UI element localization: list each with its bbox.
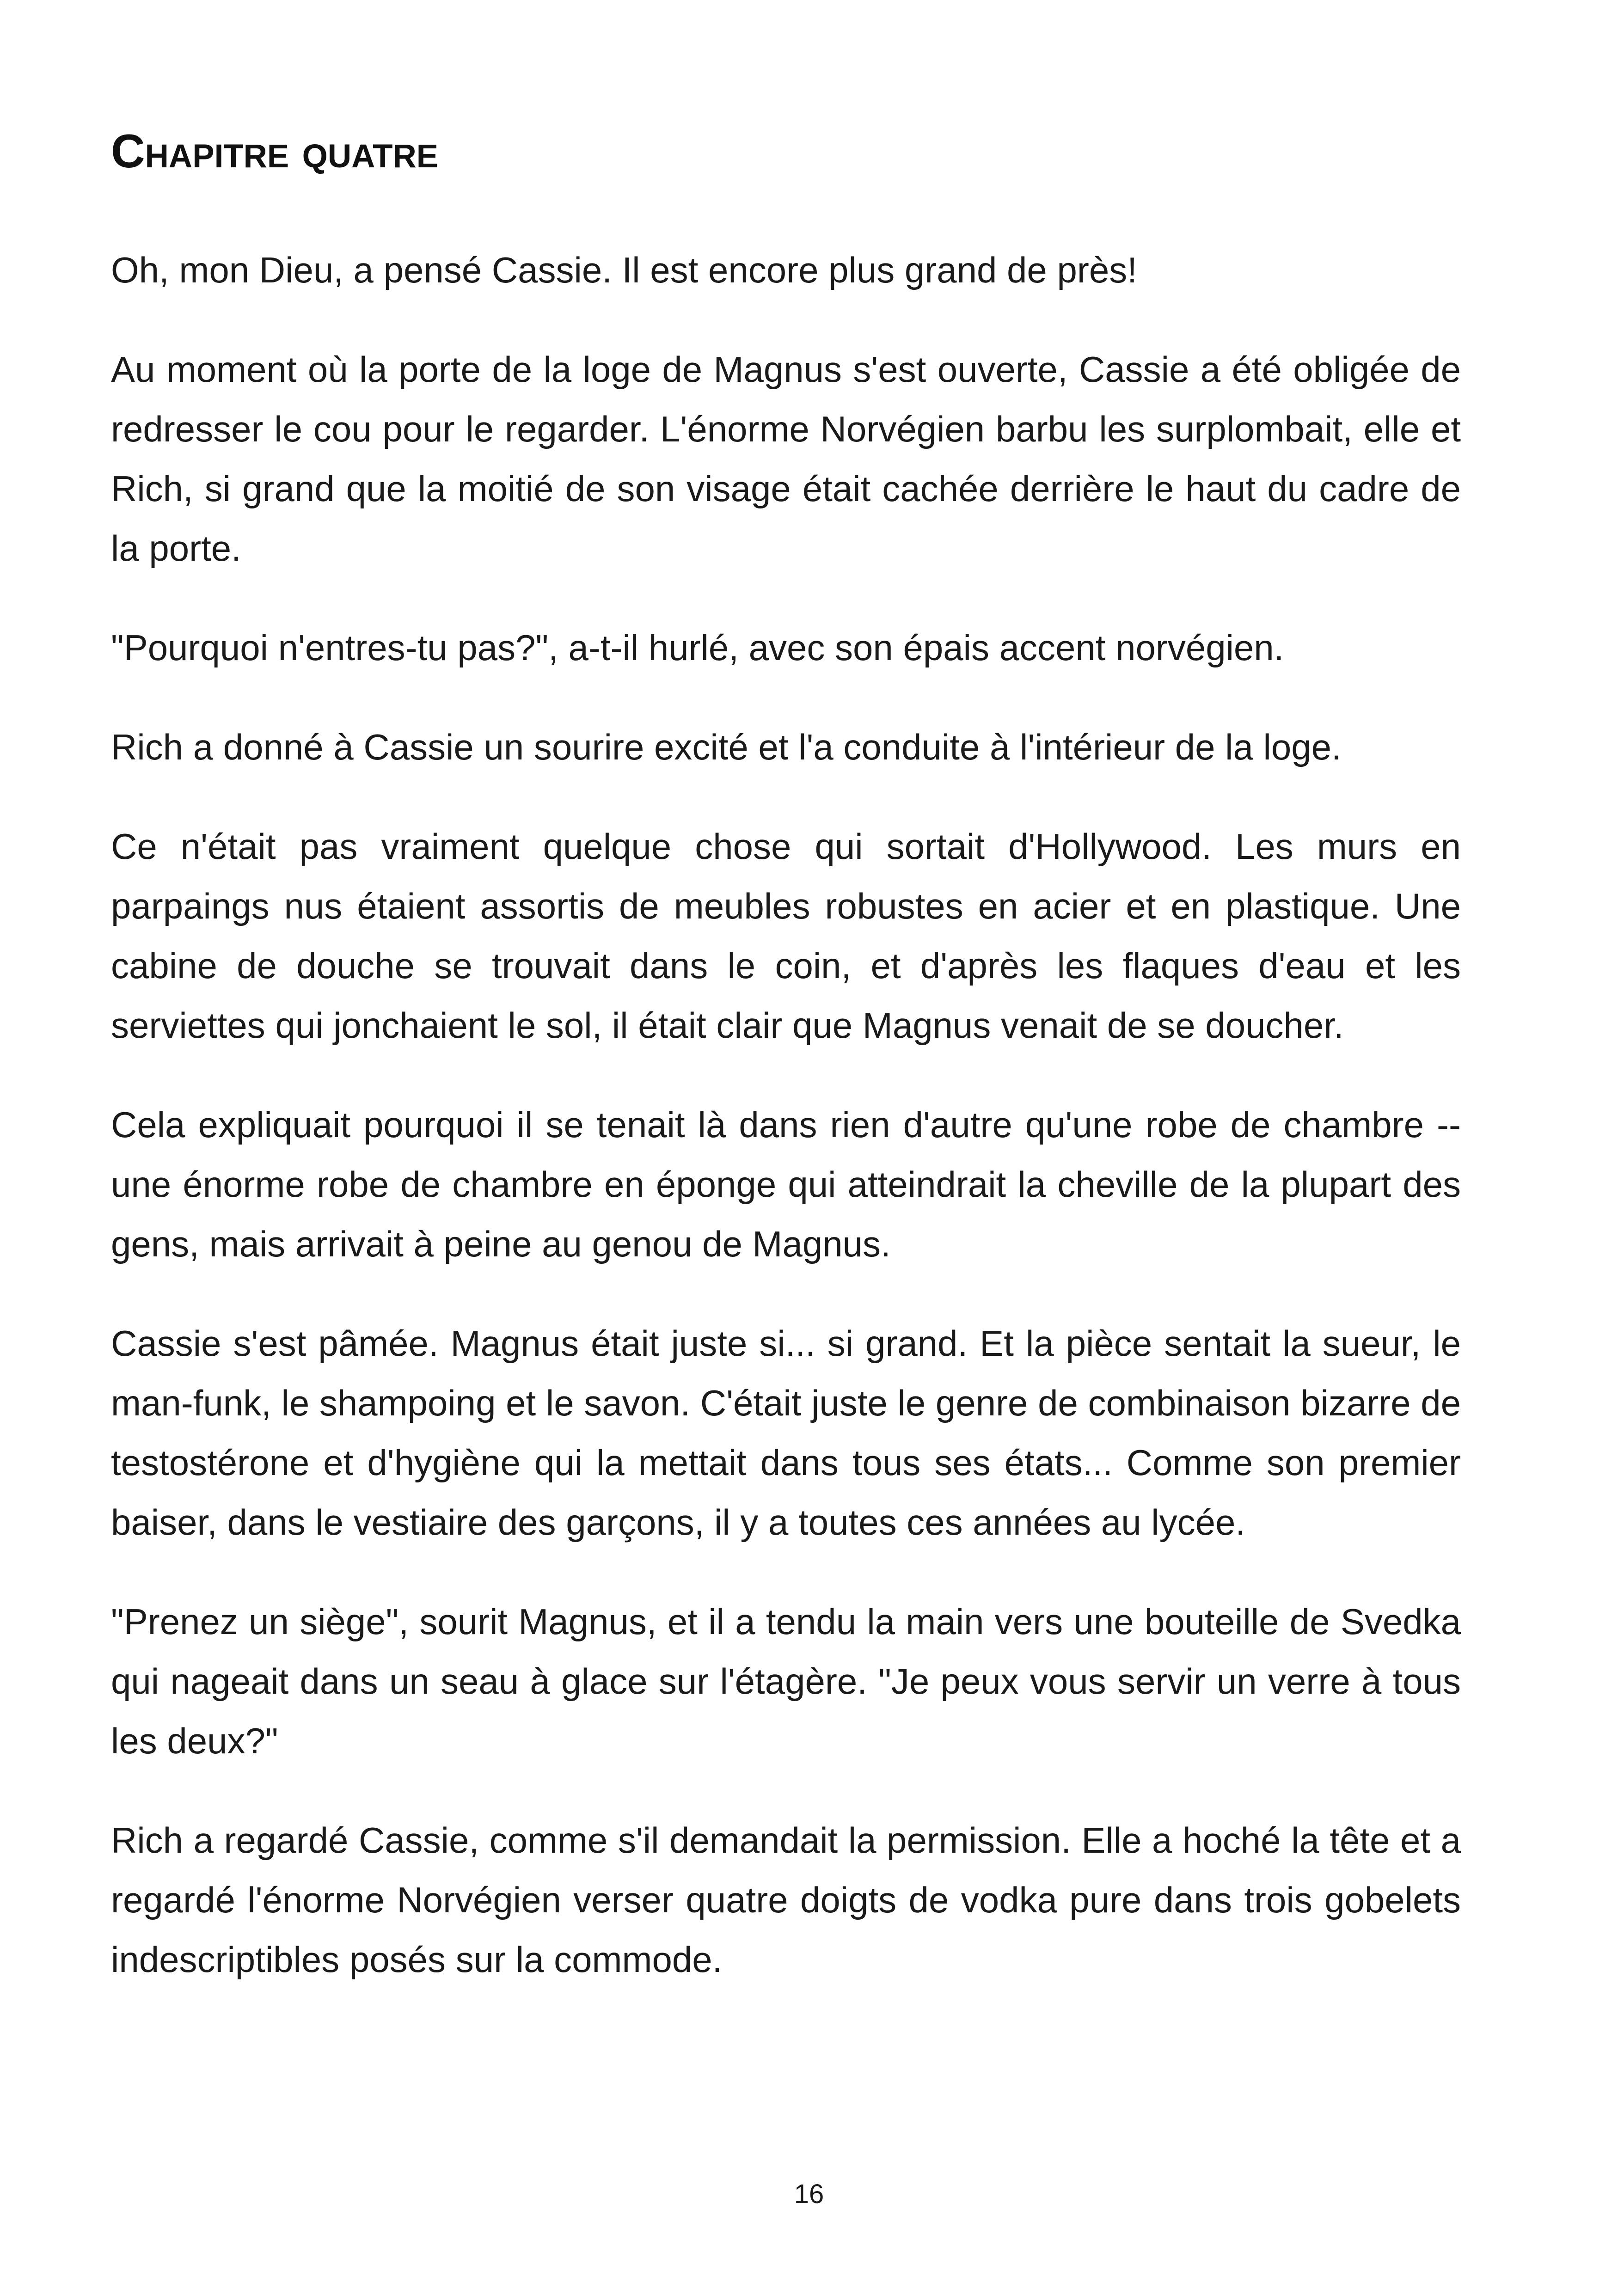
page-number: 16 (794, 2179, 824, 2209)
paragraph-5: Ce n'était pas vraiment quelque chose qui sortait d'Hollywood. Les murs en parpaings nus étaient assortis de meubles robustes en acier et en plastique. Une cabine de douche se trouvait dans le coin, et d'après les flaques d'eau et les serviettes qui jonchaient le sol, il était clair que Magnus venait de se doucher. (111, 826, 1461, 1046)
chapter-body (111, 240, 1461, 2029)
paragraph-9: Rich a regardé Cassie, comme s'il demandait la permission. Elle a hoché la tête et a regardé l'énorme Norvégien verser quatre doigts de vodka pure dans trois gobelets indescriptibles posés sur la commode. (111, 1820, 1461, 1980)
chapter-title: Chapitre quatre (111, 125, 439, 178)
paragraph-3: "Pourquoi n'entres-tu pas?", a-t-il hurlé, avec son épais accent norvégien. (111, 627, 1284, 668)
paragraph-7: Cassie s'est pâmée. Magnus était juste si... si grand. Et la pièce sentait la sueur, le man-funk, le shampoing et le savon. C'était juste le genre de combinaison bizarre de testostérone et d'hygiène qui la mettait dans tous ses états... Comme son premier baiser, dans le vestiaire des garçons, il y a toutes ces années au lycée. (111, 1323, 1461, 1543)
paragraph-4: Rich a donné à Cassie un sourire excité et l'a conduite à l'intérieur de la loge. (111, 727, 1342, 767)
paragraph-1: Oh, mon Dieu, a pensé Cassie. Il est encore plus grand de près! (111, 250, 1137, 290)
paragraph-2: Au moment où la porte de la loge de Magnus s'est ouverte, Cassie a été obligée de redresser le cou pour le regarder. L'énorme Norvégien barbu les surplombait, elle et Rich, si grand que la moitié de son visage était cachée derrière le haut du cadre de la porte. (111, 349, 1461, 569)
paragraph-6: Cela expliquait pourquoi il se tenait là dans rien d'autre qu'une robe de chambre -- une énorme robe de chambre en éponge qui atteindrait la cheville de la plupart des gens, mais arrivait à peine au genou de Magnus. (111, 1104, 1461, 1264)
paragraph-8: "Prenez un siège", sourit Magnus, et il a tendu la main vers une bouteille de Svedka qui nageait dans un seau à glace sur l'étagère. "Je peux vous servir un verre à tous les deux?" (111, 1601, 1461, 1761)
